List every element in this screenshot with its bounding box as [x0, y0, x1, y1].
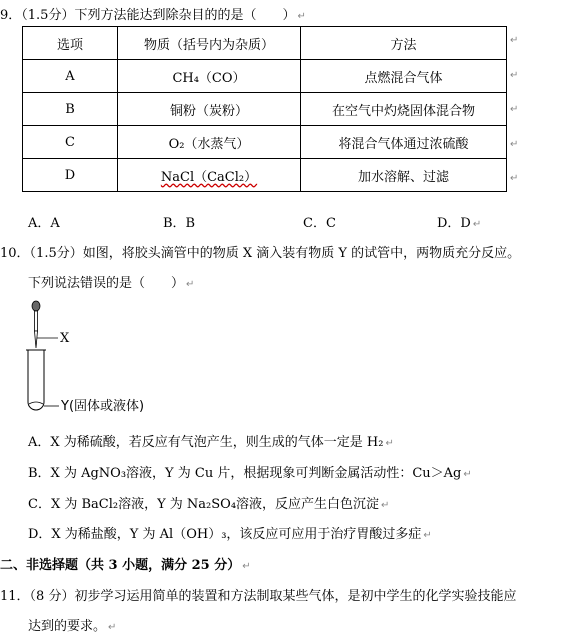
q9-choices [28, 212, 481, 231]
header-option: 选项 [23, 27, 118, 60]
choice-b: B．B [163, 216, 196, 231]
paragraph-mark-icon: ↵ [381, 500, 390, 511]
paragraph-mark-icon: ↵ [242, 561, 251, 572]
cell-substance: CH₄（CO） [118, 60, 301, 93]
cell-method: 点燃混合气体 [301, 60, 507, 93]
choice-d: D．D [437, 216, 471, 231]
cell-method: 加水溶解、过滤 [301, 159, 507, 192]
paragraph-mark-icon: ↵ [510, 104, 519, 115]
paragraph-mark-icon: ↵ [385, 438, 394, 449]
cell-substance: NaCl（CaCl₂） [118, 159, 301, 192]
table-row [23, 93, 507, 126]
cell-option: B [23, 93, 118, 126]
q10-option-b: B．X 为 AgNO₃溶液，Y 为 Cu 片，根据现象可判断金属活动性：Cu＞Ag ↵ [28, 466, 472, 481]
table-row [23, 60, 507, 93]
label-x: X [60, 331, 70, 346]
paragraph-mark-icon: ↵ [510, 139, 519, 150]
dropper-icon [32, 301, 40, 348]
paragraph-mark-icon: ↵ [186, 279, 195, 290]
cell-option: D [23, 159, 118, 192]
paragraph-mark-icon: ↵ [510, 70, 519, 81]
paragraph-mark-icon: ↵ [297, 11, 306, 22]
paragraph-mark-icon: ↵ [510, 173, 519, 184]
q10-option-c: C．X 为 BaCl₂溶液，Y 为 Na₂SO₄溶液，反应产生白色沉淀 ↵ [28, 497, 390, 512]
paragraph-mark-icon: ↵ [510, 35, 519, 46]
header-substance: 物质（括号内为杂质） [118, 27, 301, 60]
cell-option: C [23, 126, 118, 159]
q9-stem: 9．（1.5分）下列方法能达到除杂目的的是（ ） ↵ [0, 8, 306, 23]
paragraph-mark-icon: ↵ [472, 219, 482, 230]
paragraph-mark-icon: ↵ [108, 622, 117, 633]
choice-c: C．C [303, 216, 336, 231]
choice-a: A．A [28, 216, 60, 231]
label-y: Y(固体或液体) [61, 399, 145, 414]
cell-substance: 铜粉（炭粉） [118, 93, 301, 126]
table-row [23, 126, 507, 159]
dropper-test-tube-figure [24, 296, 194, 421]
cell-substance: O₂（水蒸气） [118, 126, 301, 159]
q11-stem-line1: 11．（8 分）初步学习运用简单的装置和方法制取某些气体，是初中学生的化学实验技能应 [0, 589, 517, 604]
cell-method: 在空气中灼烧固体混合物 [301, 93, 507, 126]
q10-stem-line1: 10．（1.5分）如图，将胶头滴管中的物质 X 滴入装有物质 Y 的试管中，两物质充分反应。 [0, 246, 521, 261]
q9-options-table [22, 26, 507, 192]
q10-stem-line2: 下列说法错误的是（ ） ↵ [28, 276, 195, 291]
test-tube-icon [26, 350, 46, 410]
header-method: 方法 [301, 27, 507, 60]
q10-option-a: A．X 为稀硫酸，若反应有气泡产生，则生成的气体一定是 H₂ ↵ [28, 435, 394, 450]
section-heading: 二、非选择题（共 3 小题，满分 25 分） ↵ [0, 558, 251, 573]
cell-method: 将混合气体通过浓硫酸 [301, 126, 507, 159]
table-row [23, 159, 507, 192]
paragraph-mark-icon: ↵ [463, 469, 472, 480]
q11-stem-line2: 达到的要求。 ↵ [28, 619, 117, 634]
cell-option: A [23, 60, 118, 93]
table-header-row [23, 27, 507, 60]
q10-option-d: D．X 为稀盐酸，Y 为 Al（OH）₃，该反应可应用于治疗胃酸过多症 ↵ [28, 527, 432, 542]
paragraph-mark-icon: ↵ [423, 530, 432, 541]
